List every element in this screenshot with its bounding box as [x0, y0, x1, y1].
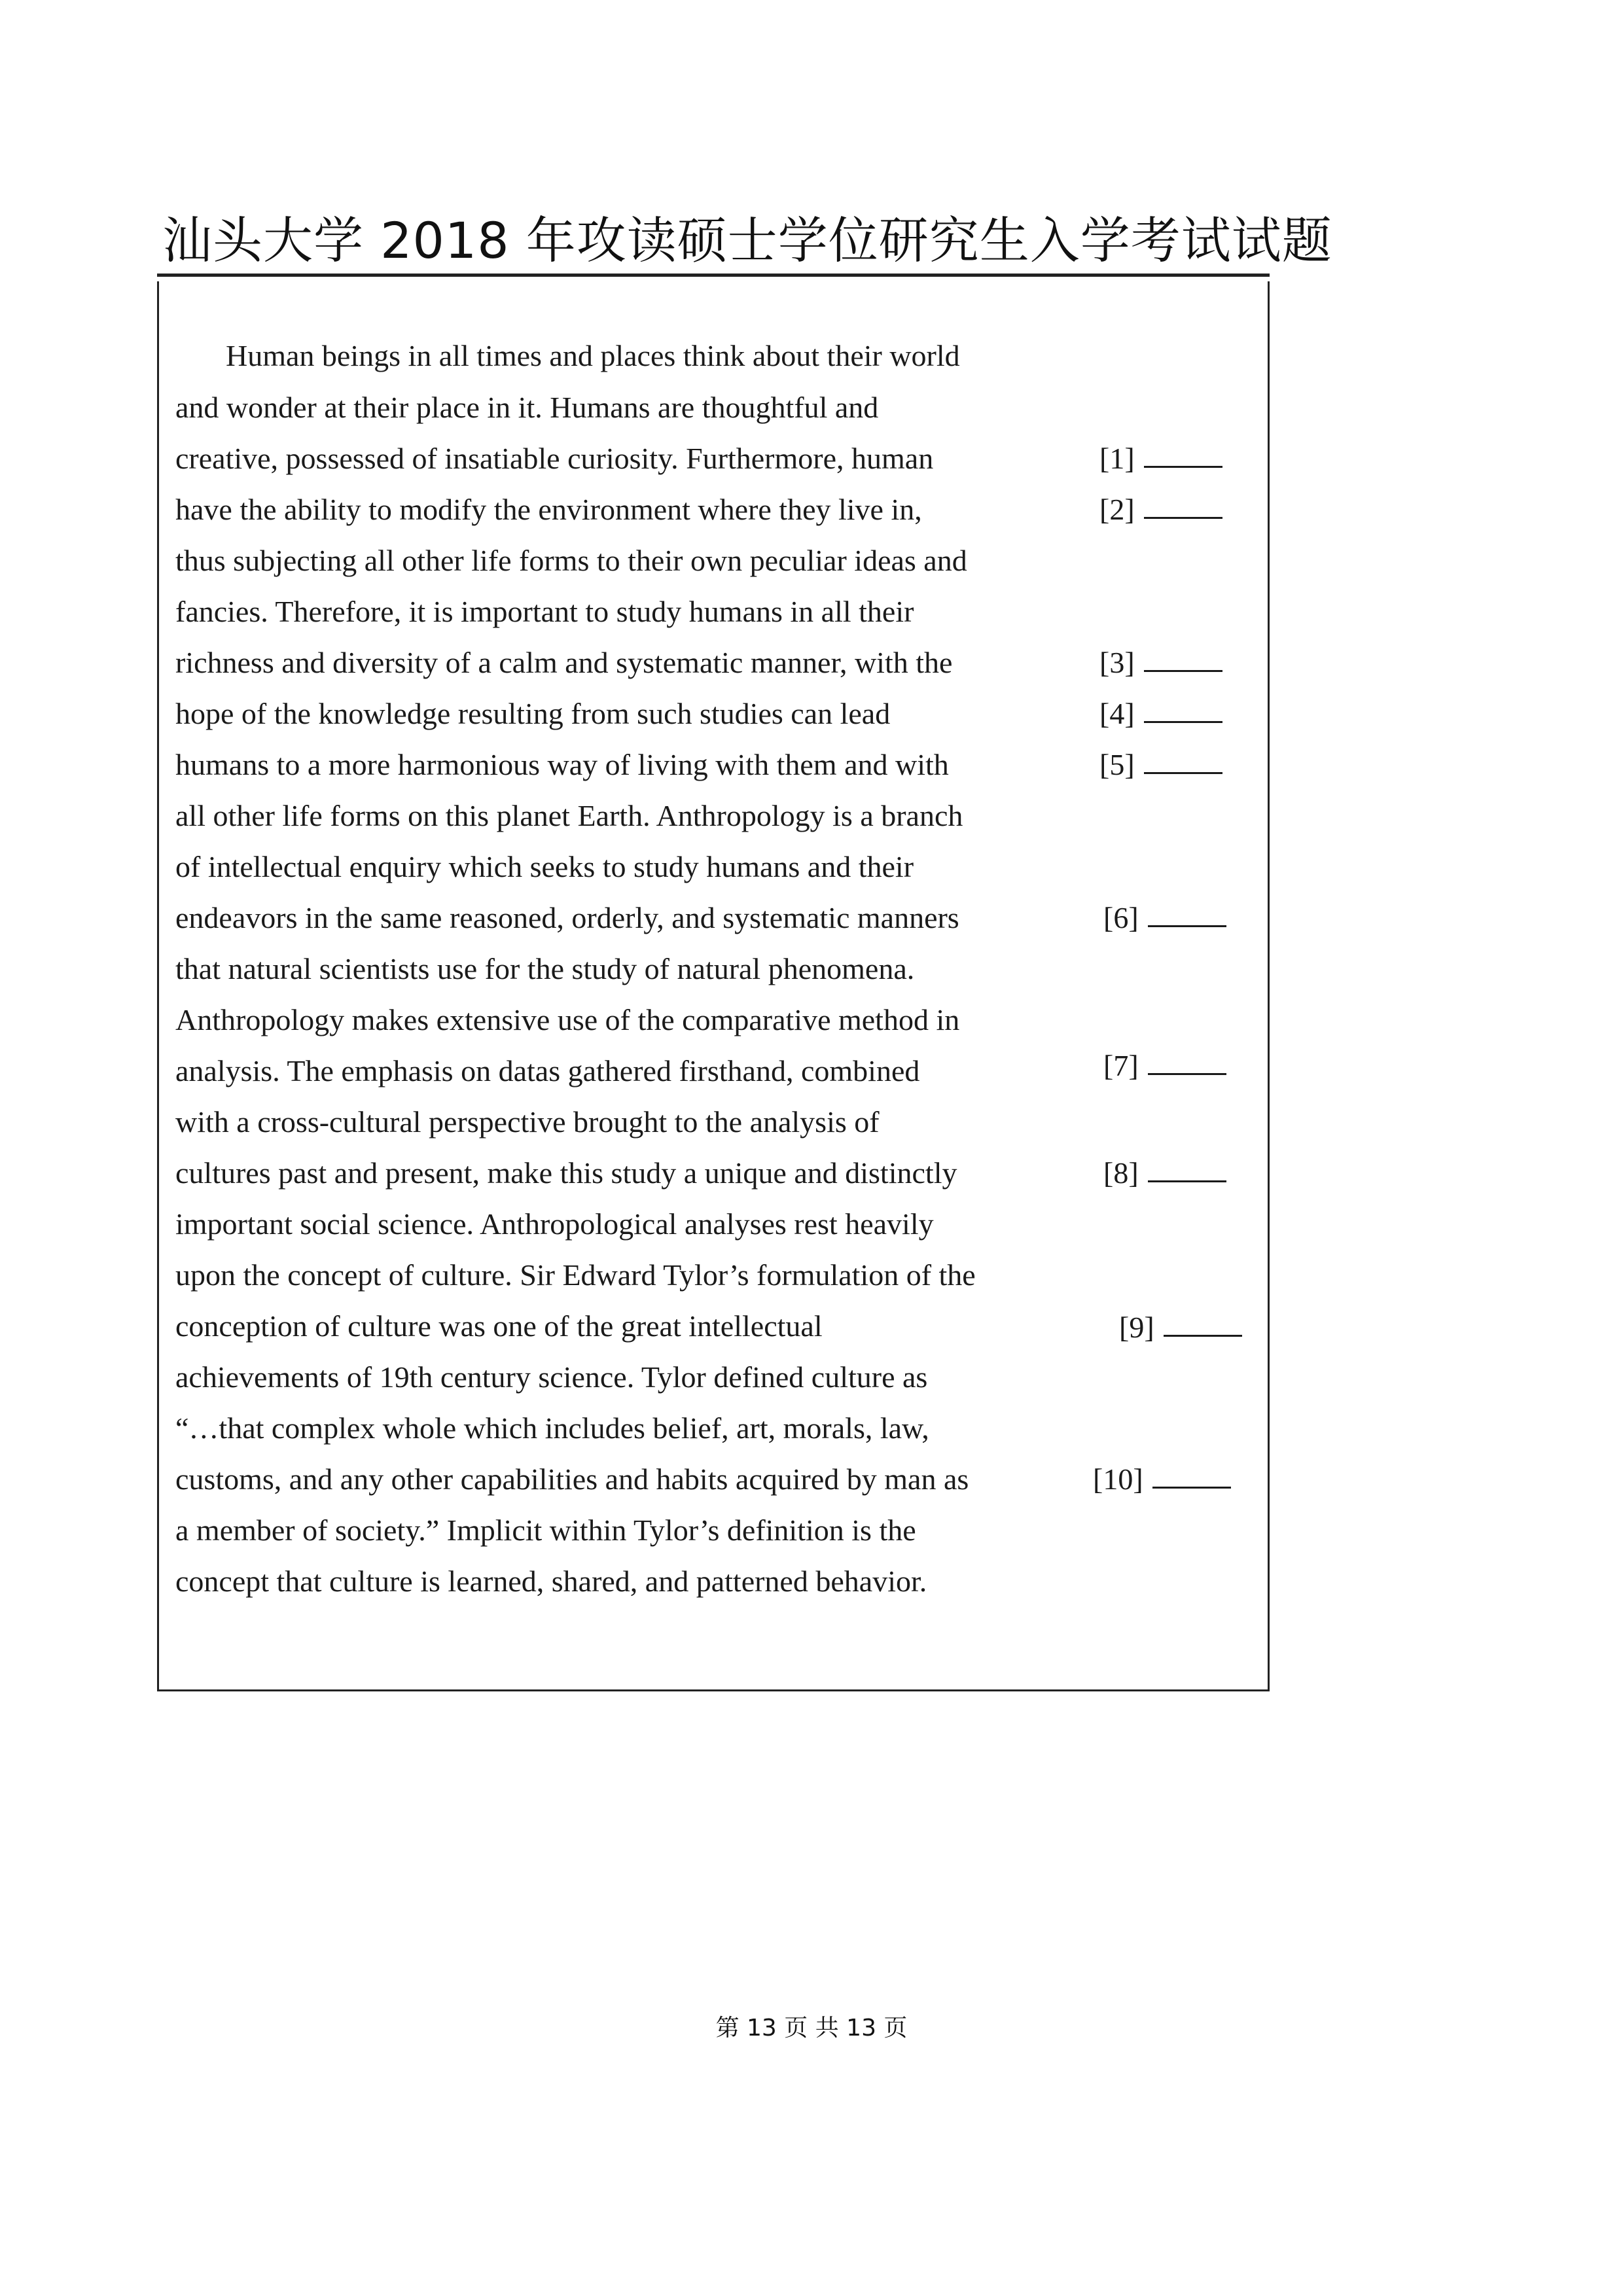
passage-line: fancies. Therefore, it is important to study humans in all their	[175, 595, 914, 628]
passage-line: important social science. Anthropological analyses rest heavily	[175, 1207, 934, 1241]
passage-line: “…that complex whole which includes belief, art, morals, law,	[175, 1411, 929, 1445]
blank-label: [4]	[1099, 697, 1135, 730]
passage-line: all other life forms on this planet Earth. Anthropology is a branch	[175, 799, 963, 832]
answer-blank-7[interactable]	[1103, 1040, 1226, 1091]
title-underline	[157, 274, 1270, 277]
passage-line: customs, and any other capabilities and habits acquired by man as	[175, 1462, 969, 1496]
blank-underline[interactable]	[1144, 688, 1222, 723]
blank-label: [5]	[1099, 748, 1135, 781]
passage-line: humans to a more harmonious way of living with them and with	[175, 748, 949, 781]
answer-blank-4[interactable]	[1099, 688, 1222, 739]
blank-label: [6]	[1103, 901, 1139, 934]
blank-label: [8]	[1103, 1156, 1139, 1190]
passage-line: richness and diversity of a calm and systematic manner, with the	[175, 646, 953, 679]
blank-underline[interactable]	[1148, 1040, 1226, 1075]
blank-underline[interactable]	[1144, 637, 1222, 672]
blank-label: [10]	[1093, 1462, 1143, 1496]
answer-blank-9[interactable]	[1119, 1302, 1242, 1353]
passage-line: that natural scientists use for the study of natural phenomena.	[175, 952, 915, 985]
blank-label: [7]	[1103, 1049, 1139, 1082]
passage-line: upon the concept of culture. Sir Edward Tylor’s formulation of the	[175, 1258, 976, 1292]
exam-title: 汕头大学 2018 年攻读硕士学位研究生入学考试试题	[162, 211, 1332, 270]
blank-label: [3]	[1099, 646, 1135, 679]
blank-underline[interactable]	[1148, 892, 1226, 927]
blank-underline[interactable]	[1164, 1302, 1242, 1337]
passage-line: cultures past and present, make this study a unique and distinctly	[175, 1156, 957, 1190]
blank-underline[interactable]	[1148, 1148, 1226, 1182]
passage-line: Anthropology makes extensive use of the comparative method in	[175, 1003, 960, 1036]
blank-underline[interactable]	[1144, 739, 1222, 774]
passage-line: conception of culture was one of the great intellectual	[175, 1309, 823, 1343]
blank-underline[interactable]	[1144, 484, 1222, 519]
passage-line: a member of society.” Implicit within Tylor’s definition is the	[175, 1513, 916, 1547]
page-number: 第 13 页 共 13 页	[715, 2015, 908, 2041]
passage-line: achievements of 19th century science. Tylor defined culture as	[175, 1360, 928, 1394]
passage-line: Human beings in all times and places think about their world	[226, 339, 960, 372]
answer-blank-2[interactable]	[1099, 484, 1222, 535]
answer-blank-8[interactable]	[1103, 1148, 1226, 1199]
passage-line: concept that culture is learned, shared, and patterned behavior.	[175, 1564, 927, 1598]
passage-line: endeavors in the same reasoned, orderly, and systematic manners	[175, 901, 959, 934]
passage-line: analysis. The emphasis on datas gathered firsthand, combined	[175, 1054, 920, 1087]
answer-blank-1[interactable]	[1099, 433, 1222, 484]
blank-label: [9]	[1119, 1311, 1154, 1344]
passage-line: of intellectual enquiry which seeks to study humans and their	[175, 850, 914, 883]
passage-line: with a cross-cultural perspective brought to the analysis of	[175, 1105, 880, 1139]
passage-line: have the ability to modify the environment where they live in,	[175, 493, 922, 526]
passage-line: thus subjecting all other life forms to their own peculiar ideas and	[175, 544, 967, 577]
answer-blank-10[interactable]	[1093, 1454, 1231, 1505]
answer-blank-3[interactable]	[1099, 637, 1222, 688]
blank-label: [2]	[1099, 493, 1135, 526]
blank-underline[interactable]	[1152, 1454, 1231, 1489]
passage-line: creative, possessed of insatiable curiosity. Furthermore, human	[175, 442, 934, 475]
answer-blank-6[interactable]	[1103, 892, 1226, 944]
passage-line: hope of the knowledge resulting from such studies can lead	[175, 697, 891, 730]
blank-label: [1]	[1099, 442, 1135, 475]
answer-blank-5[interactable]	[1099, 739, 1222, 790]
passage-line: and wonder at their place in it. Humans are thoughtful and	[175, 391, 879, 424]
blank-underline[interactable]	[1144, 433, 1222, 468]
